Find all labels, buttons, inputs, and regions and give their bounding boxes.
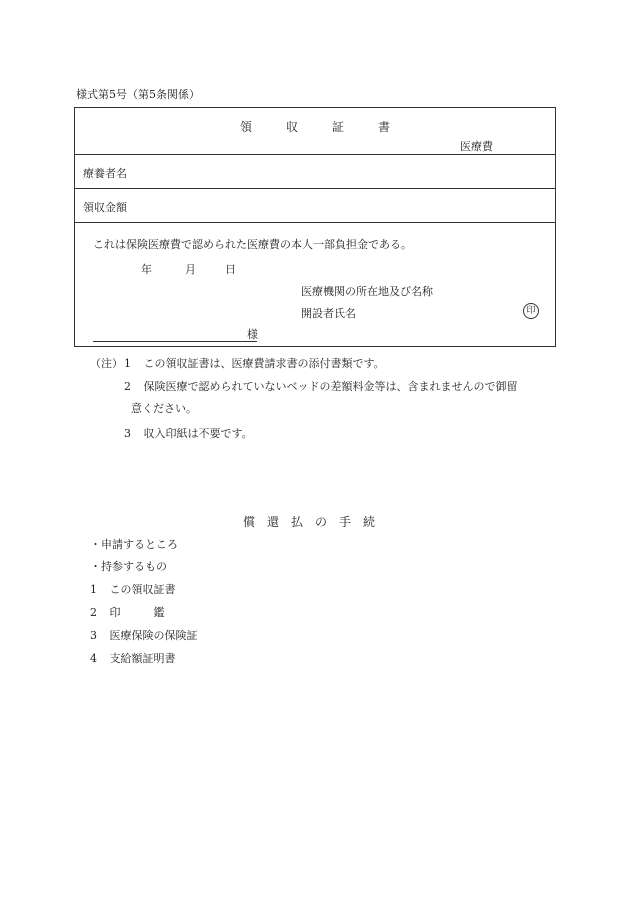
patient-name-label: 療養者名 (83, 167, 127, 180)
receipt-title: 領収証書 (239, 120, 424, 134)
institution-address-label: 医療機関の所在地及び名称 (301, 285, 433, 298)
date-month: 月 (185, 263, 196, 276)
date-year: 年 (141, 263, 152, 276)
procedure-item: 3 医療保険の保険証 (90, 629, 198, 642)
receipt-box (74, 107, 556, 347)
seal-icon: 印 (523, 303, 539, 319)
amount-label: 領収金額 (83, 201, 127, 214)
note-item: 2 保険医療で認められていないベッドの差額料金等は、含まれませんので御留 (124, 380, 518, 393)
founder-name-label: 開設者氏名 (301, 307, 356, 320)
receipt-statement: これは保険医療費で認められた医療費の本人一部負担金である。 (93, 238, 412, 251)
note-item: 1 この領収証書は、医療費請求書の添付書類です。 (124, 357, 385, 370)
receipt-subtitle: 医療費 (460, 140, 493, 153)
notes-heading: （注） (90, 357, 123, 370)
form-number-label: 様式第5号（第5条関係） (76, 88, 200, 101)
procedure-item: 1 この領収証書 (90, 583, 176, 596)
recipient-honorific: 様 (247, 328, 258, 341)
procedure-item: 2 印 鑑 (90, 606, 165, 619)
procedure-bullet: ・申請するところ (90, 538, 178, 551)
date-row (141, 261, 236, 277)
date-day: 日 (225, 263, 236, 276)
procedure-bullet: ・持参するもの (90, 560, 167, 573)
note-item-continuation: 意ください。 (131, 402, 197, 415)
recipient-underline (93, 341, 257, 342)
procedure-item: 4 支給額証明書 (90, 652, 176, 665)
divider (75, 222, 555, 223)
note-item: 3 収入印紙は不要です。 (124, 427, 253, 440)
procedure-title: 償還払の手続 (242, 515, 387, 529)
divider (75, 188, 555, 189)
divider (75, 154, 555, 155)
